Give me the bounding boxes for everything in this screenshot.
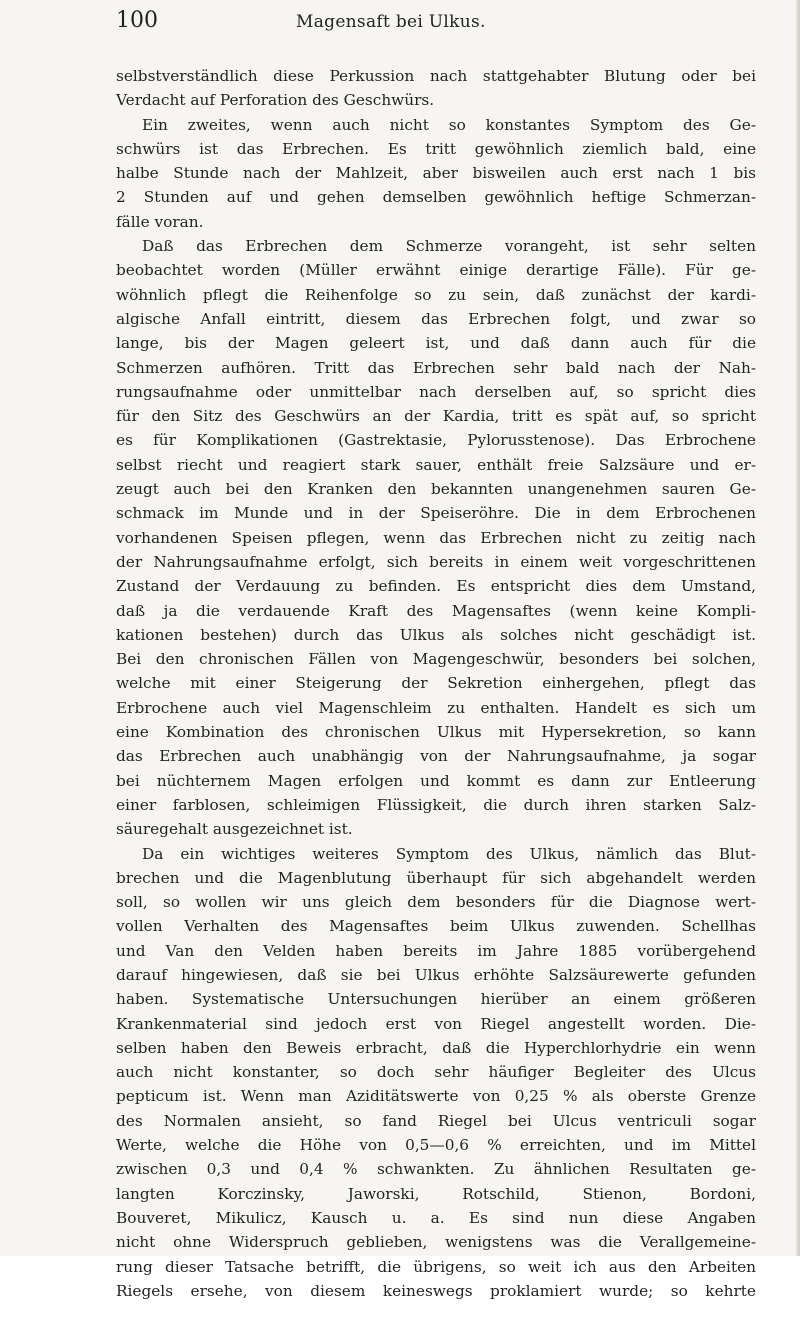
text-line: es für Komplikationen (Gastrektasie, Pylorusstenose). Das Erbrochene bbox=[116, 431, 756, 450]
text-line: einer farblosen, schleimigen Flüssigkeit, die durch ihren starken Salz- bbox=[116, 795, 756, 814]
text-line: lange, bis der Magen geleert ist, und daß dann auch für die bbox=[116, 334, 756, 353]
text-line: pepticum ist. Wenn man Aziditätswerte von 0,25 % als oberste Grenze bbox=[116, 1087, 756, 1106]
text-line: rung dieser Tatsache betrifft, die übrigens, so weit ich aus den Arbeiten bbox=[116, 1257, 756, 1276]
page-header bbox=[116, 6, 756, 36]
text-line: Verdacht auf Perforation des Geschwürs. bbox=[116, 91, 435, 110]
text-line bbox=[116, 1303, 756, 1327]
text-line: Werte, welche die Höhe von 0,5—0,6 % erreichten, und im Mittel bbox=[116, 1136, 756, 1155]
text-line: selben haben den Beweis erbracht, daß die Hyperchlorhydrie ein wenn bbox=[116, 1038, 756, 1057]
text-line: Da ein wichtiges weiteres Symptom des Ulkus, nämlich das Blut- bbox=[142, 844, 756, 863]
text-line: darauf hingewiesen, daß sie bei Ulkus erhöhte Salzsäurewerte gefunden bbox=[116, 965, 756, 984]
text-line: Zustand der Verdauung zu befinden. Es entspricht dies dem Umstand, bbox=[116, 577, 756, 596]
text-line: Ein zweites, wenn auch nicht so konstantes Symptom des Ge- bbox=[142, 115, 756, 134]
text-line: beobachtet worden (Müller erwähnt einige derartige Fälle). Für ge- bbox=[116, 261, 756, 280]
text-line: Erbrochene auch viel Magenschleim zu enthalten. Handelt es sich um bbox=[116, 698, 756, 717]
text-line: das Erbrechen auch unabhängig von der Nahrungsaufnahme, ja sogar bbox=[116, 747, 756, 766]
text-line: bei nüchternem Magen erfolgen und kommt es dann zur Entleerung bbox=[116, 771, 756, 790]
text-line: selbstverständlich diese Perkussion nach stattgehabter Blutung oder bei bbox=[116, 67, 756, 85]
text-line: auch nicht konstanter, so doch sehr häufiger Begleiter des Ulcus bbox=[116, 1063, 756, 1082]
text-line: kationen bestehen) durch das Ulkus als solches nicht geschädigt ist. bbox=[116, 625, 756, 644]
text-line: rungsaufnahme oder unmittelbar nach derselben auf, so spricht dies bbox=[116, 382, 756, 401]
text-line: schwürs ist das Erbrechen. Es tritt gewöhnlich ziemlich bald, eine bbox=[116, 139, 756, 158]
text-line: zeugt auch bei den Kranken den bekannten unangenehmen sauren Ge- bbox=[116, 480, 756, 499]
text-line: soll, so wollen wir uns gleich dem besonders für die Diagnose wert- bbox=[116, 893, 756, 912]
text-line: Schmerzen aufhören. Tritt das Erbrechen sehr bald nach der Nah- bbox=[116, 358, 756, 377]
text-line: algische Anfall eintritt, diesem das Erbrechen folgt, und zwar so bbox=[116, 309, 756, 328]
body-text bbox=[116, 64, 756, 1327]
text-line: 2 Stunden auf und gehen demselben gewöhnlich heftige Schmerzan- bbox=[116, 188, 756, 207]
text-line: der Nahrungsaufnahme erfolgt, sich bereits in einem weit vorgeschrittenen bbox=[116, 552, 756, 571]
text-line: säuregehalt ausgezeichnet ist. bbox=[116, 820, 353, 839]
text-line: nicht ohne Widerspruch geblieben, wenigstens was die Verallgemeine- bbox=[116, 1233, 756, 1252]
text-line: zwischen 0,3 und 0,4 % schwankten. Zu ähnlichen Resultaten ge- bbox=[116, 1160, 756, 1179]
text-line: selbst riecht und reagiert stark sauer, enthält freie Salzsäure und er- bbox=[116, 455, 756, 474]
text-line: und Van den Velden haben bereits im Jahre 1885 vorübergehend bbox=[116, 941, 756, 960]
text-line: schmack im Munde und in der Speiseröhre. Die in dem Erbrochenen bbox=[116, 504, 756, 523]
text-line: Krankenmaterial sind jedoch erst von Riegel angestellt worden. Die- bbox=[116, 1014, 756, 1033]
text-line: langten Korczinsky, Jaworski, Rotschild, Stienon, Bordoni, bbox=[116, 1184, 756, 1203]
text-line: brechen und die Magenblutung überhaupt für sich abgehandelt werden bbox=[116, 868, 756, 887]
text-line: fälle voran. bbox=[116, 212, 204, 231]
text-line: haben. Systematische Untersuchungen hierüber an einem größeren bbox=[116, 990, 756, 1009]
text-line: halbe Stunde nach der Mahlzeit, aber bisweilen auch erst nach 1 bis bbox=[116, 164, 756, 183]
text-line: eine Kombination des chronischen Ulkus mit Hypersekretion, so kann bbox=[116, 723, 756, 742]
running-head: Magensaft bei Ulkus. bbox=[296, 12, 486, 32]
text-line: vollen Verhalten des Magensaftes beim Ulkus zuwenden. Schellhas bbox=[116, 917, 756, 936]
text-line: wöhnlich pflegt die Reihenfolge so zu sein, daß zunächst der kardi- bbox=[116, 285, 756, 304]
text-line: Bei den chronischen Fällen von Magengeschwür, besonders bei solchen, bbox=[116, 650, 756, 669]
text-line: daß ja die verdauende Kraft des Magensaftes (wenn keine Kompli- bbox=[116, 601, 756, 620]
text-line: Bouveret, Mikulicz, Kausch u. a. Es sind nun diese Angaben bbox=[116, 1208, 756, 1227]
text-line: vorhandenen Speisen pflegen, wenn das Erbrechen nicht zu zeitig nach bbox=[116, 528, 756, 547]
page-number: 100 bbox=[116, 8, 158, 33]
text-line: des Normalen ansieht, so fand Riegel bei Ulcus ventriculi sogar bbox=[116, 1111, 756, 1130]
text-line: welche mit einer Steigerung der Sekretion einhergehen, pflegt das bbox=[116, 674, 756, 693]
text-line: für den Sitz des Geschwürs an der Kardia, tritt es spät auf, so spricht bbox=[116, 407, 756, 426]
text-line: Daß das Erbrechen dem Schmerze vorangeht, ist sehr selten bbox=[142, 237, 756, 256]
text-line: Riegels ersehe, von diesem keineswegs proklamiert wurde; so kehrte bbox=[116, 1281, 756, 1300]
